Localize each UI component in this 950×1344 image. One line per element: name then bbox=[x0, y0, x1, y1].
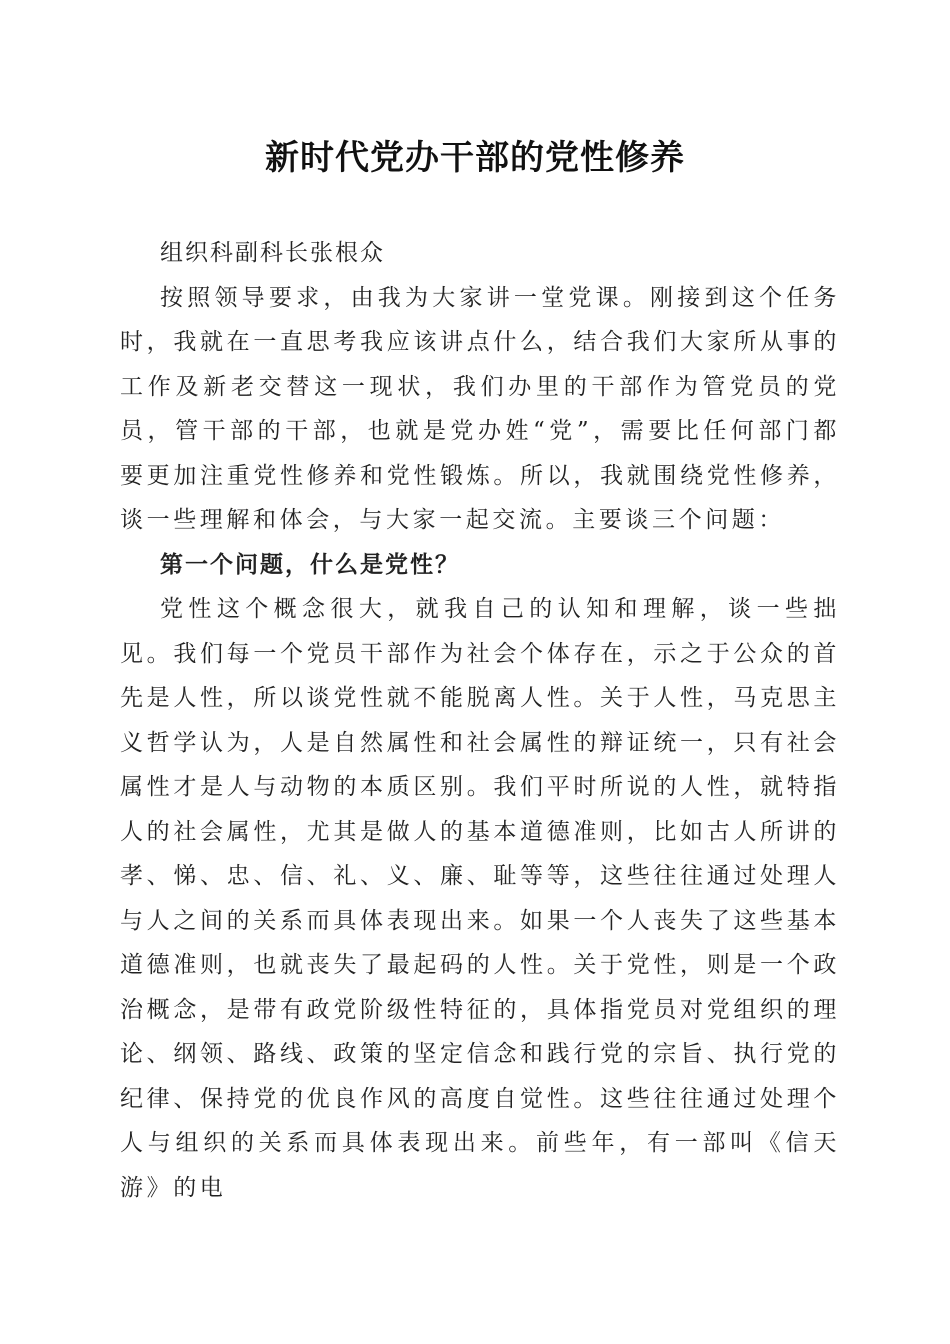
section-heading: 第一个问题，什么是党性？ bbox=[160, 550, 460, 578]
intro-paragraph: 按照领导要求，由我为大家讲一堂党课。刚接到这个任务时，我就在一直思考我应该讲点什么，结合我们大家所从事的工作及新老交替这一现状，我们办里的干部作为管党员的党员，管干部的干部，也就是党办姓“党”，需要比任何部门都要更加注重党性修养和党性锻炼。所以，我就围绕党性修养，谈一些理解和体会，与大家一起交流。主要谈三个问题： bbox=[120, 284, 840, 533]
document-title: 新时代党办干部的党性修养 bbox=[265, 138, 685, 178]
author-line: 组织科副科长张根众 bbox=[160, 240, 385, 266]
document-body bbox=[120, 231, 840, 1210]
section-paragraph: 党性这个概念很大，就我自己的认知和理解，谈一些拙见。我们每一个党员干部作为社会个体存在，示之于公众的首先是人性，所以谈党性就不能脱离人性。关于人性，马克思主义哲学认为，人是自然属性和社会属性的辩证统一，只有社会属性才是人与动物的本质区别。我们平时所说的人性，就特指人的社会属性，尤其是做人的基本道德准则，比如古人所讲的孝、悌、忠、信、礼、义、廉、耻等等，这些往往通过处理人与人之间的关系而具体表现出来。如果一个人丧失了这些基本道德准则，也就丧失了最起码的人性。关于党性，则是一个政治概念，是带有政党阶级性特征的，具体指党员对党组织的理论、纲领、路线、政策的坚定信念和践行党的宗旨、执行党的纪律、保持党的优良作风的高度自觉性。这些往往通过处理个人与组织的关系而具体表现出来。前些年，有一部叫《信天游》的电 bbox=[120, 596, 840, 1201]
